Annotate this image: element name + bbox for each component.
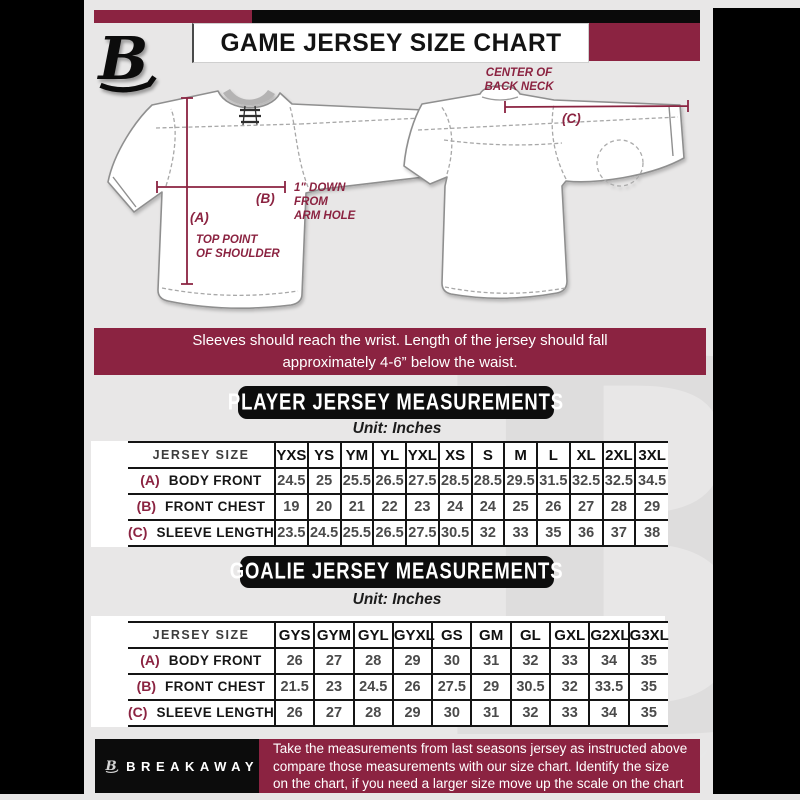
measurement-value-cell: 25.5 [341,468,374,494]
player-size-table [128,441,668,547]
measurement-value-cell: 26.5 [373,468,406,494]
measurement-name: BODY FRONT [168,653,262,668]
jersey-size-header: JERSEY SIZE [128,622,275,648]
top-bar-maroon [94,10,252,23]
measurement-value-cell: 19 [275,494,308,520]
measurement-value-cell: 33 [504,520,537,546]
measurement-value-cell: 37 [603,520,636,546]
measurement-label-cell [128,700,275,726]
measurement-label-cell [128,520,275,546]
measurement-value-cell: 25 [308,468,341,494]
measurement-name: FRONT CHEST [165,679,266,694]
measurement-value-cell: 35 [629,700,668,726]
size-column-header: GYL [354,622,393,648]
measurement-value-cell: 31.5 [537,468,570,494]
size-column-header: GM [471,622,510,648]
table-row [128,674,668,700]
table-row [128,468,668,494]
size-column-header: GXL [550,622,589,648]
measurement-value-cell: 23.5 [275,520,308,546]
measurement-value-cell: 28 [354,700,393,726]
table-header-row [128,622,668,648]
size-column-header: YS [308,442,341,468]
measurement-value-cell: 27.5 [432,674,471,700]
measurement-value-cell: 31 [471,700,510,726]
measurement-value-cell: 20 [308,494,341,520]
fit-note-banner: Sleeves should reach the wrist. Length of the jersey should fall approximately 4-6” below the waist. [94,328,706,375]
size-column-header: GYS [275,622,314,648]
measurement-label-cell [128,468,275,494]
goalie-size-table [128,621,668,727]
label-a-note: TOP POINT OF SHOULDER [196,234,280,260]
measurement-value-cell: 29 [635,494,668,520]
measurement-value-cell: 35 [629,648,668,674]
brand-wordmark: BREAKAWAY [126,758,259,774]
size-column-header: G3XL [629,622,668,648]
measurement-value-cell: 22 [373,494,406,520]
table-row [128,700,668,726]
title-box [192,23,589,63]
measurement-value-cell: 27.5 [406,468,439,494]
measurement-value-cell: 21 [341,494,374,520]
left-black-band [0,0,84,794]
breakaway-logo-icon [96,24,160,103]
size-column-header: YM [341,442,374,468]
label-b-note: 1" DOWN FROM ARM HOLE [294,182,356,222]
measurement-value-cell: 33 [550,700,589,726]
measurement-name: FRONT CHEST [165,499,266,514]
size-column-header: XS [439,442,472,468]
measurement-key: (B) [136,498,157,514]
size-column-header: YXS [275,442,308,468]
player-section-banner: PLAYER JERSEY MEASUREMENTS [238,386,554,419]
measurement-value-cell: 34.5 [635,468,668,494]
svg-text:B: B [105,759,117,775]
measurement-label-cell [128,648,275,674]
measurement-key: (C) [128,524,148,540]
measurement-value-cell: 21.5 [275,674,314,700]
measurement-value-cell: 28.5 [439,468,472,494]
size-column-header: S [472,442,505,468]
size-column-header: GYM [314,622,353,648]
measurement-value-cell: 23 [406,494,439,520]
measurement-name: SLEEVE LENGTH [156,705,275,720]
goalie-unit-label: Unit: Inches [352,591,442,608]
measurement-value-cell: 23 [314,674,353,700]
label-center-back-neck: CENTER OF BACK NECK [484,67,554,93]
measurement-value-cell: 24.5 [275,468,308,494]
measurement-value-cell: 26 [275,700,314,726]
size-column-header: XL [570,442,603,468]
table-row [128,494,668,520]
measurement-value-cell: 24.5 [354,674,393,700]
measurement-value-cell: 38 [635,520,668,546]
measurement-value-cell: 27 [570,494,603,520]
size-column-header: YXL [406,442,439,468]
size-column-header: GL [511,622,550,648]
measurement-value-cell: 32.5 [570,468,603,494]
measurement-value-cell: 26.5 [373,520,406,546]
size-column-header: 2XL [603,442,636,468]
measurement-key: (C) [128,704,148,720]
table-header-row [128,442,668,468]
measurement-value-cell: 26 [537,494,570,520]
measurement-value-cell: 28.5 [472,468,505,494]
measurement-value-cell: 29.5 [504,468,537,494]
measurement-value-cell: 32 [511,700,550,726]
breakaway-footer-logo-icon [105,748,119,784]
measurement-value-cell: 24 [472,494,505,520]
measurement-value-cell: 27 [314,700,353,726]
measurement-value-cell: 30.5 [511,674,550,700]
measurement-value-cell: 35 [629,674,668,700]
right-black-band [713,8,800,794]
measurement-key: (A) [140,472,160,488]
measurement-value-cell: 34 [589,700,628,726]
measurement-value-cell: 29 [393,700,432,726]
measurement-value-cell: 32 [550,674,589,700]
measurement-value-cell: 31 [471,648,510,674]
measurement-value-cell: 30 [432,700,471,726]
label-c: (C) [562,111,581,126]
measurement-value-cell: 28 [603,494,636,520]
measurement-value-cell: 30.5 [439,520,472,546]
measurement-value-cell: 24.5 [308,520,341,546]
jersey-diagram [84,60,710,328]
measurement-value-cell: 35 [537,520,570,546]
measurement-value-cell: 32 [511,648,550,674]
measurement-value-cell: 29 [393,648,432,674]
measurement-label-cell [128,674,275,700]
front-jersey-drawing [108,89,450,308]
size-column-header: 3XL [635,442,668,468]
measurement-value-cell: 34 [589,648,628,674]
table-row [128,648,668,674]
measurement-key: (B) [136,678,157,694]
title-accent-block [586,23,700,61]
measurement-value-cell: 26 [393,674,432,700]
measurement-value-cell: 24 [439,494,472,520]
size-column-header: GYXL [393,622,432,648]
measurement-name: SLEEVE LENGTH [156,525,275,540]
size-column-header: GS [432,622,471,648]
measurement-value-cell: 28 [354,648,393,674]
measurement-value-cell: 29 [471,674,510,700]
size-column-header: YL [373,442,406,468]
svg-text:B: B [98,24,149,93]
measurement-value-cell: 32 [472,520,505,546]
measurement-value-cell: 27 [314,648,353,674]
measurement-label-cell [128,494,275,520]
measurement-key: (A) [140,652,160,668]
goalie-section-banner: GOALIE JERSEY MEASUREMENTS [240,556,554,588]
measurement-value-cell: 26 [275,648,314,674]
measurement-value-cell: 30 [432,648,471,674]
footer-brand-box [95,739,259,793]
measurement-value-cell: 25.5 [341,520,374,546]
measurement-value-cell: 25 [504,494,537,520]
size-column-header: L [537,442,570,468]
table-row [128,520,668,546]
measurement-value-cell: 36 [570,520,603,546]
page-title: GAME JERSEY SIZE CHART [220,28,562,57]
measurement-value-cell: 33.5 [589,674,628,700]
label-b: (B) [256,191,275,206]
size-column-header: M [504,442,537,468]
label-a: (A) [190,210,209,225]
size-column-header: G2XL [589,622,628,648]
measurement-value-cell: 32.5 [603,468,636,494]
measurement-value-cell: 27.5 [406,520,439,546]
back-jersey-drawing [404,86,684,299]
measurement-name: BODY FRONT [168,473,262,488]
player-unit-label: Unit: Inches [352,420,442,437]
measurement-value-cell: 33 [550,648,589,674]
top-bar-black [252,10,700,23]
jersey-size-header: JERSEY SIZE [128,442,275,468]
footer-instructions: Take the measurements from last seasons jersey as instructed above compare those measurements with our size chart. Identify the size on the chart, if you need a larger size move up the scale on the chart [259,739,700,793]
